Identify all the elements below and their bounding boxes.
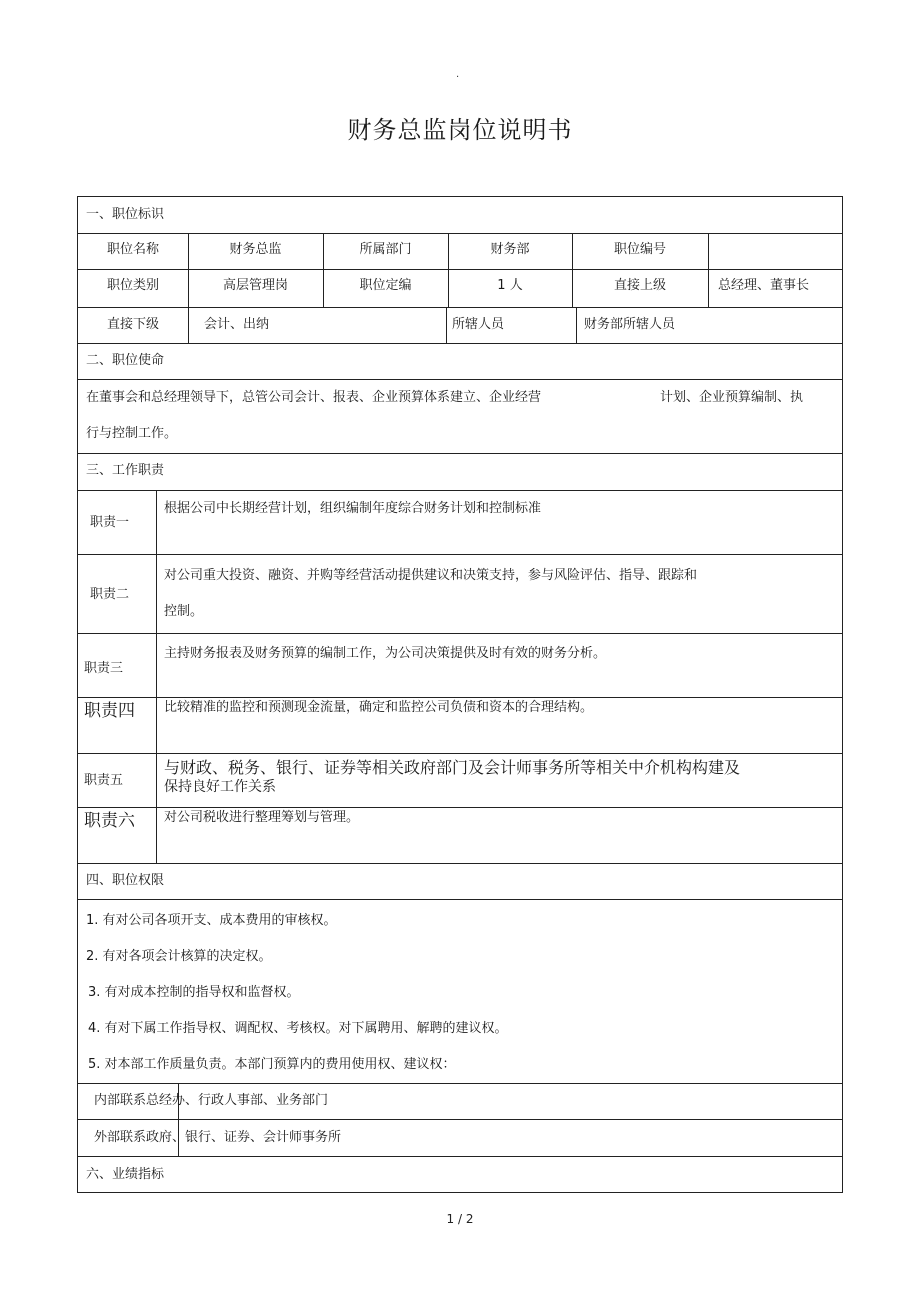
duty-label: 职责四 (84, 701, 135, 721)
mission-text: 行与控制工作。 (86, 426, 178, 441)
field-value: 财务部所辖人员 (584, 317, 676, 332)
field-label: 所属部门 (359, 242, 412, 257)
row-divider (78, 753, 842, 754)
duty-text: 与财政、税务、银行、证券等相关政府部门及会计师事务所等相关中介机构构建及 (164, 758, 741, 777)
row-divider (78, 1083, 842, 1084)
row-divider (78, 269, 842, 270)
row-divider (78, 863, 842, 864)
field-label: 所辖人员 (452, 317, 505, 332)
authority-item: 3. 有对成本控制的指导权和监督权。 (88, 985, 300, 1000)
field-value: 财务总监 (229, 242, 282, 257)
authority-item: 1. 有对公司各项开支、成本费用的审核权。 (86, 913, 337, 928)
authority-item: 5. 对本部工作质量负责。本部门预算内的费用使用权、建议权： (88, 1057, 456, 1072)
row-divider (78, 807, 842, 808)
row-divider (78, 343, 842, 344)
column-divider (708, 233, 709, 307)
row-divider (78, 633, 842, 634)
external-contacts: 外部联系政府、银行、证券、会计师事务所 (94, 1130, 342, 1145)
authority-item: 2. 有对各项会计核算的决定权。 (86, 949, 272, 964)
duty-text: 根据公司中长期经营计划，组织编制年度综合财务计划和控制标准 (164, 501, 542, 516)
row-divider (78, 490, 842, 491)
row-divider (78, 307, 842, 308)
field-value: 1 人 (497, 278, 523, 293)
duty-text: 控制。 (164, 604, 204, 619)
row-divider (78, 453, 842, 454)
duty-text: 对公司税收进行整理筹划与管理。 (164, 810, 360, 825)
duty-text: 主持财务报表及财务预算的编制工作，为公司决策提供及时有效的财务分析。 (164, 646, 607, 661)
field-value: 会计、出纳 (204, 317, 270, 332)
duty-text: 保持良好工作关系 (164, 779, 276, 795)
duty-label: 职责三 (84, 661, 124, 676)
header-mark: · (456, 72, 460, 83)
field-label: 直接上级 (613, 278, 666, 293)
row-divider (78, 1156, 842, 1157)
page-title: 财务总监岗位说明书 (347, 116, 573, 144)
row-divider (78, 233, 842, 234)
section-heading: 一、职位标识 (86, 207, 165, 222)
duty-label: 职责一 (90, 515, 130, 530)
row-divider (78, 697, 842, 698)
internal-contacts: 内部联系总经办、行政人事部、业务部门 (94, 1093, 329, 1108)
column-divider (576, 307, 577, 343)
row-divider (78, 379, 842, 380)
duty-text: 对公司重大投资、融资、并购等经营活动提供建议和决策支持，参与风险评估、指导、跟踪和 (164, 568, 698, 583)
field-label: 职位名称 (106, 242, 159, 257)
page-number: 1 / 2 (446, 1212, 474, 1226)
row-divider (78, 899, 842, 900)
job-description-table (77, 196, 843, 1193)
column-divider (188, 307, 189, 343)
field-label: 职位编号 (613, 242, 666, 257)
authority-item: 4. 有对下属工作指导权、调配权、考核权。对下属聘用、解聘的建议权。 (88, 1021, 508, 1036)
column-divider (156, 490, 157, 863)
field-label: 直接下级 (106, 317, 159, 332)
duty-text: 比较精准的监控和预测现金流量，确定和监控公司负债和资本的合理结构。 (164, 700, 594, 715)
mission-text: 在董事会和总经理领导下，总管公司会计、报表、企业预算体系建立、企业经营 (86, 390, 542, 405)
section-heading: 六、业绩指标 (86, 1167, 165, 1182)
field-value: 财务部 (490, 242, 530, 257)
section-heading: 三、工作职责 (86, 463, 165, 478)
mission-text: 计划、企业预算编制、执 (660, 390, 804, 405)
field-value: 总经理、董事长 (718, 278, 810, 293)
duty-label: 职责五 (84, 773, 124, 788)
section-heading: 四、职位权限 (86, 873, 165, 888)
duty-label: 职责六 (84, 811, 135, 831)
row-divider (78, 554, 842, 555)
section-heading: 二、职位使命 (86, 353, 165, 368)
field-label: 职位定编 (359, 278, 412, 293)
column-divider (446, 307, 447, 343)
field-value: 高层管理岗 (222, 278, 288, 293)
row-divider (78, 1119, 842, 1120)
field-label: 职位类别 (106, 278, 159, 293)
duty-label: 职责二 (90, 587, 130, 602)
